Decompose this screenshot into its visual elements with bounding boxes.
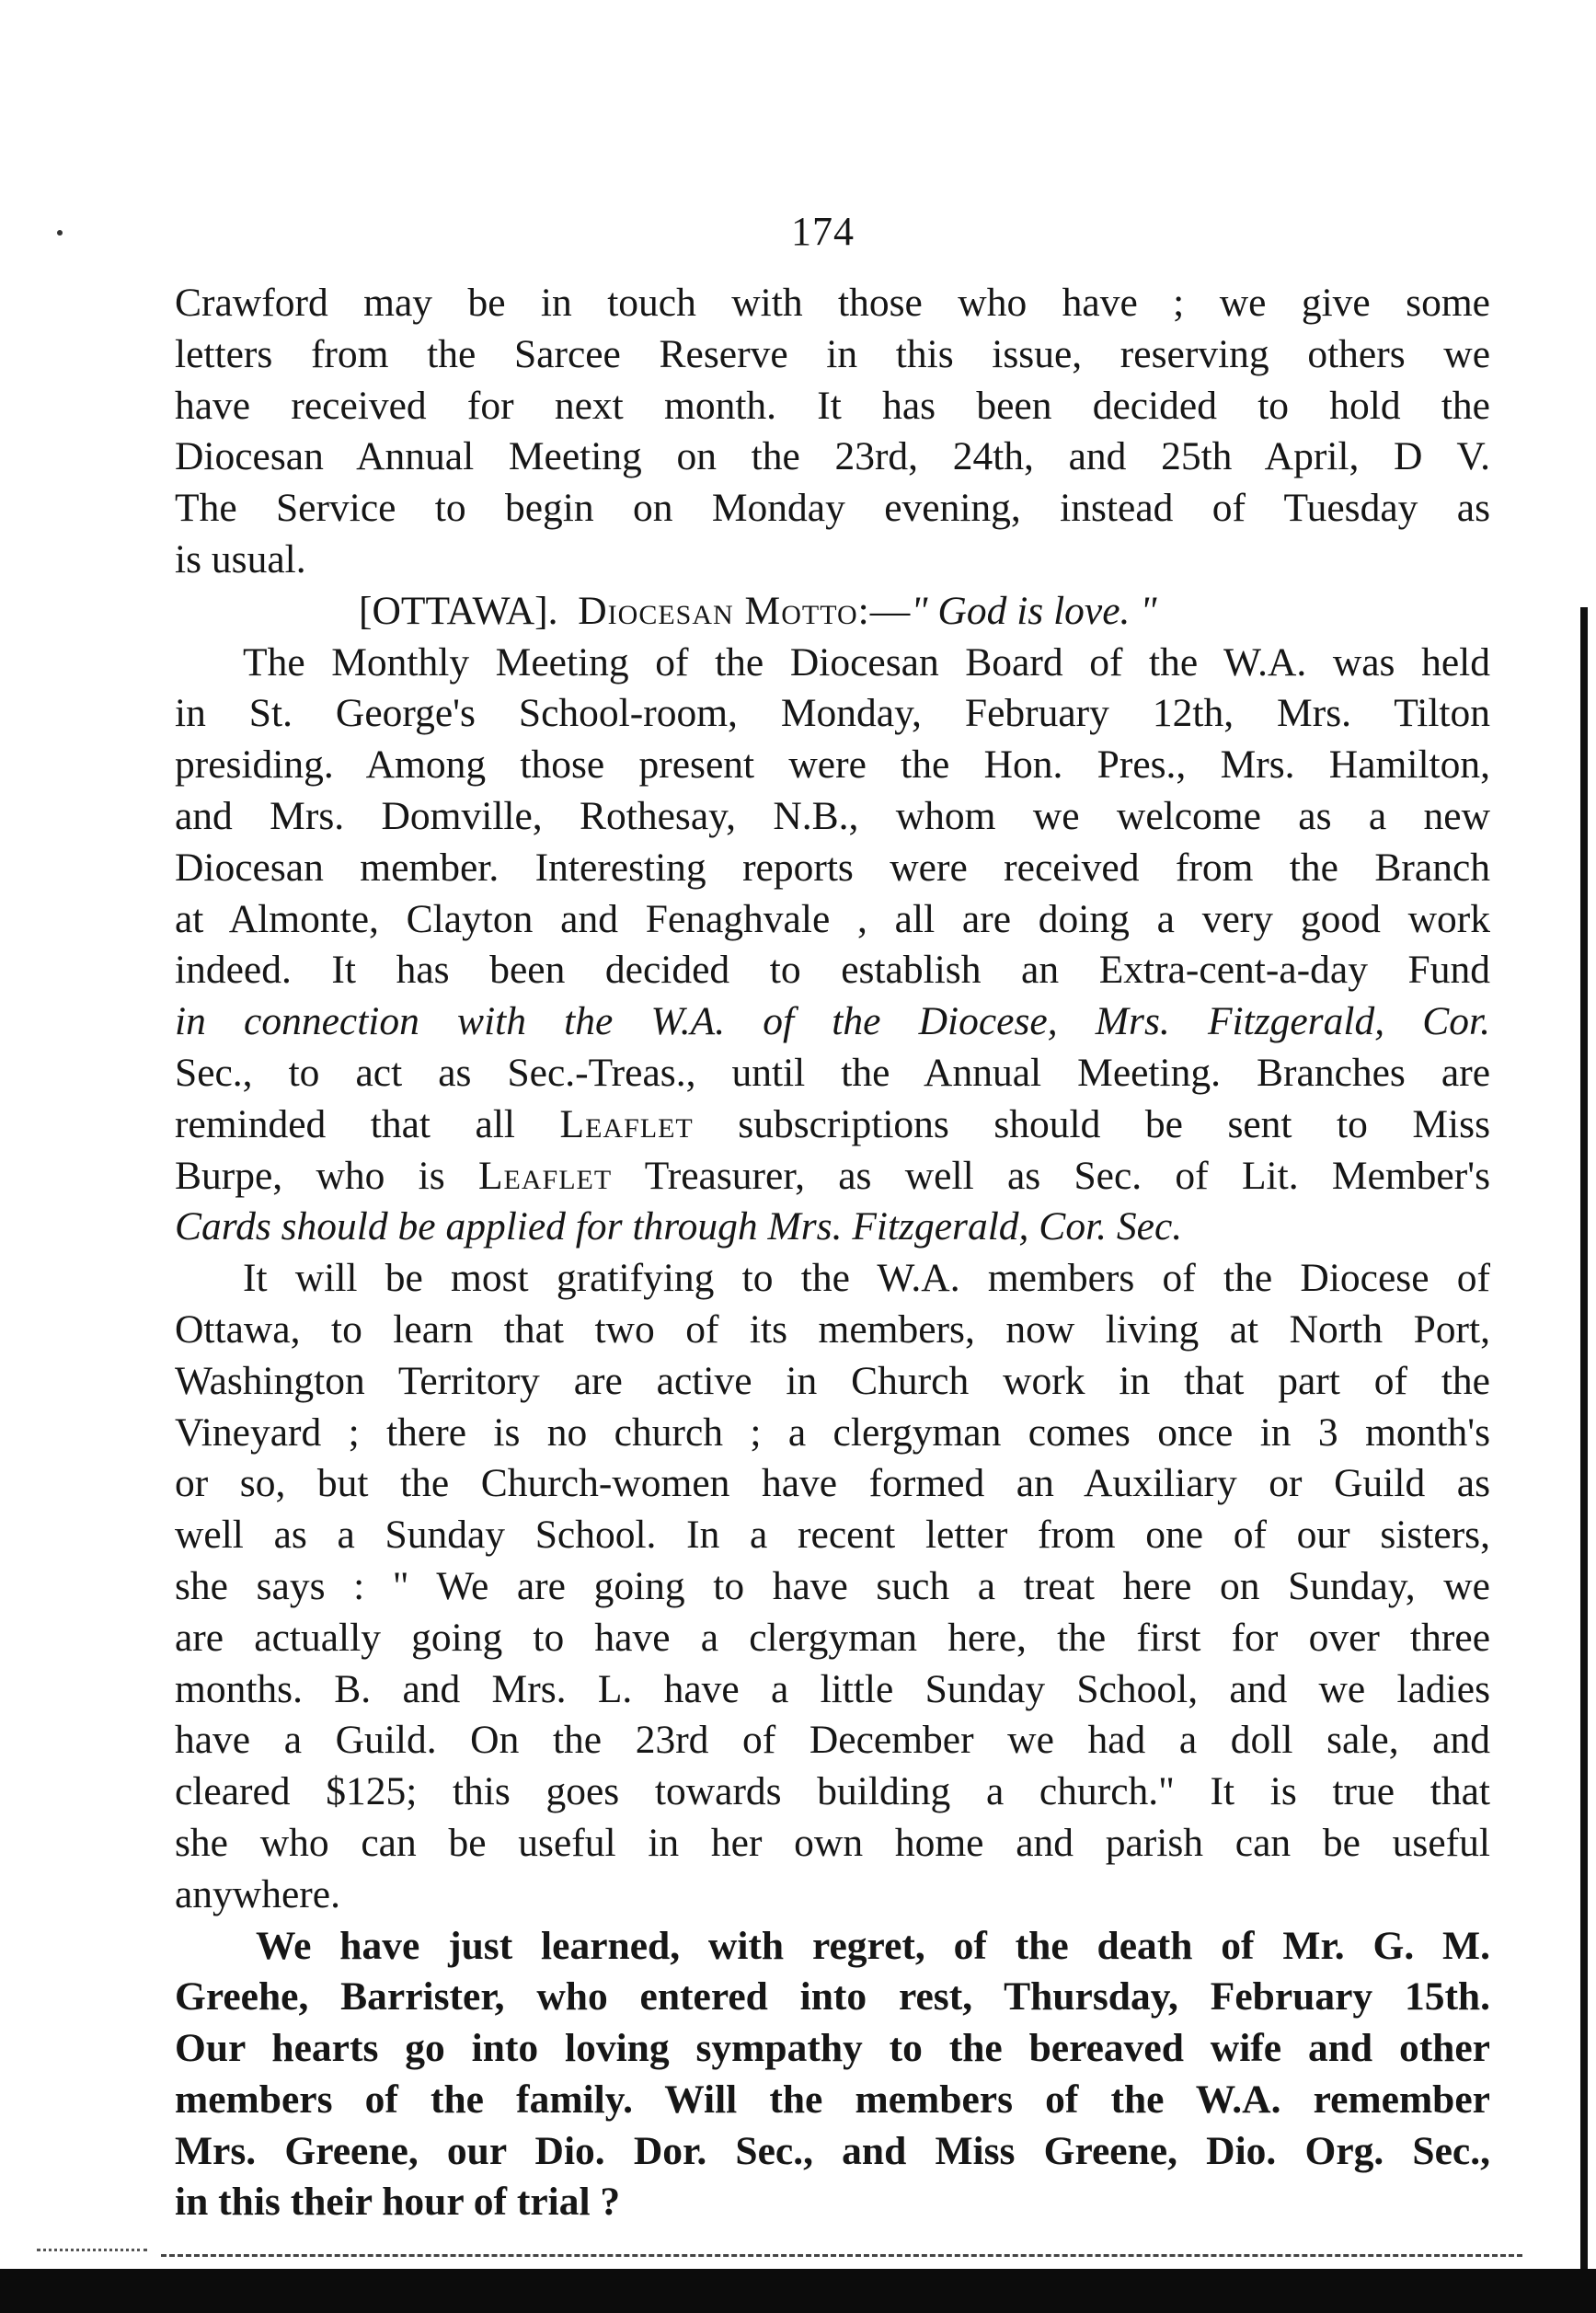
text-line: have a Guild. On the 23rd of December we had a doll sale, and [175, 1718, 1490, 1763]
page-edge-rule [1580, 607, 1588, 2282]
text-line: Mrs. Greene, our Dio. Dor. Sec., and Miss Greene, Dio. Org. Sec., [175, 2128, 1490, 2173]
text-line: are actually going to have a clergyman here, the first for over three [175, 1615, 1490, 1660]
text-line: is usual. [175, 536, 306, 581]
text-line: in connection with the W.A. of the Diocese, Mrs. Fitzgerald, Cor. [175, 999, 1490, 1044]
text-line: she who can be useful in her own home and parish can be useful [175, 1820, 1490, 1865]
text-fragment: reminded that all [175, 1101, 560, 1146]
text-line: Sec., to act as Sec.-Treas., until the Annual Meeting. Branches are [175, 1050, 1490, 1095]
text-line: Diocesan Annual Meeting on the 23rd, 24th, and 25th April, D V. [175, 434, 1490, 479]
text-line: months. B. and Mrs. L. have a little Sunday School, and we ladies [175, 1666, 1490, 1711]
obituary-paragraph [175, 1921, 1490, 2229]
leaflet-title: Leaflet [477, 1153, 613, 1198]
scan-marks [37, 2249, 147, 2251]
text-line: The Monthly Meeting of the Diocesan Board of the W.A. was held [243, 639, 1490, 685]
text-line [175, 1151, 1490, 1203]
motto-text: " God is love. " [911, 588, 1157, 633]
text-line: Diocesan member. Interesting reports were received from the Branch [175, 845, 1490, 890]
text-line: she says : " We are going to have such a treat here on Sunday, we [175, 1563, 1490, 1608]
scan-speck [57, 230, 63, 236]
text-fragment: subscriptions should be sent to Miss [693, 1101, 1490, 1146]
text-line: It will be most gratifying to the W.A. members of the Diocese of [243, 1256, 1490, 1301]
text-line: have received for next month. It has been decided to hold the [175, 383, 1490, 428]
text-line: letters from the Sarcee Reserve in this issue, reserving others we [175, 331, 1490, 376]
text-line: members of the family. Will the members of the W.A. remember [175, 2077, 1490, 2122]
text-line: Our hearts go into loving sympathy to the bereaved wife and other [175, 2026, 1490, 2071]
leaflet-title: Leaflet [559, 1101, 694, 1146]
text-line: well as a Sunday School. In a recent letter from one of our sisters, [175, 1513, 1490, 1558]
text-line: or so, but the Church-women have formed an Auxiliary or Guild as [175, 1461, 1490, 1506]
text-line: Ottawa, to learn that two of its members, now living at North Port, [175, 1306, 1490, 1352]
text-line: The Service to begin on Monday evening, instead of Tuesday as [175, 486, 1490, 531]
text-line: cleared $125; this goes towards building a church." It is true that [175, 1769, 1490, 1814]
page-number: 174 [791, 209, 855, 254]
text-line: Crawford may be in touch with those who have ; we give some [175, 281, 1490, 325]
diocese-name: [OTTAWA]. [359, 588, 558, 633]
motto-label: Diocesan Motto:— [578, 588, 912, 633]
text-fragment: Burpe, who is [175, 1153, 478, 1198]
page-body-text [175, 278, 1490, 2228]
text-line: Washington Territory are active in Church work in that part of the [175, 1358, 1490, 1403]
text-line: and Mrs. Domville, Rothesay, N.B., whom we welcome as a new [175, 793, 1490, 838]
text-fragment: Treasurer, as well as Sec. of Lit. Member's [612, 1153, 1490, 1198]
bottom-rule [161, 2254, 1522, 2257]
text-line: Cards should be applied for through Mrs. Fitzgerald, Cor. Sec. [175, 1204, 1183, 1249]
text-line: We have just learned, with regret, of the death of Mr. G. M. [256, 1923, 1490, 1968]
text-line: anywhere. [175, 1871, 340, 1916]
text-line: Greehe, Barrister, who entered into rest, Thursday, February 15th. [175, 1974, 1490, 2020]
text-line: in St. George's School-room, Monday, February 12th, Mrs. Tilton [175, 691, 1490, 736]
text-line [175, 1099, 1490, 1151]
diocese-heading [175, 586, 1490, 638]
text-line: in this their hour of trial ? [175, 2180, 621, 2225]
text-line: indeed. It has been decided to establish an Extra-cent-a-day Fund [175, 948, 1490, 993]
text-line: Vineyard ; there is no church ; a clergyman comes once in 3 month's [175, 1410, 1490, 1455]
text-line: at Almonte, Clayton and Fenaghvale , all are doing a very good work [175, 896, 1490, 941]
scan-bottom-edge [0, 2269, 1596, 2313]
text-line: presiding. Among those present were the Hon. Pres., Mrs. Hamilton, [175, 742, 1490, 788]
